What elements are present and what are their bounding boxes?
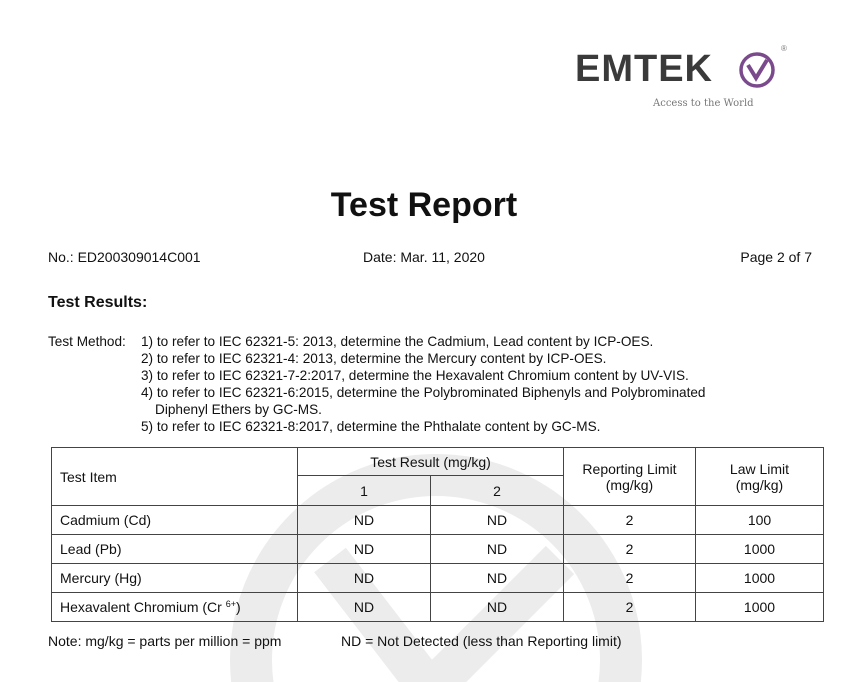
logo-tagline: Access to the World xyxy=(653,98,754,109)
item-name: Cadmium (Cd) xyxy=(60,512,152,528)
item-name: Hexavalent Chromium (Cr xyxy=(60,599,226,615)
item-superscript: 6+ xyxy=(225,599,236,609)
report-date: Date: Mar. 11, 2020 xyxy=(363,249,485,265)
cell-law-limit: 100 xyxy=(696,506,824,535)
table-row xyxy=(52,535,824,564)
test-method-line: 3) to refer to IEC 62321-7-2:2017, determine the Hexavalent Chromium content by UV-VIS. xyxy=(141,368,689,383)
cell-law-limit: 1000 xyxy=(696,564,824,593)
header-law-limit-line1: Law Limit xyxy=(729,460,790,477)
logo-wordmark: EMTEK xyxy=(575,48,713,90)
test-method-line: 4) to refer to IEC 62321-6:2015, determine the Polybrominated Biphenyls and Polybrominated xyxy=(141,385,706,400)
test-method-line: 5) to refer to IEC 62321-8:2017, determine the Phthalate content by GC-MS. xyxy=(141,419,601,434)
header-result-2: 2 xyxy=(431,476,564,506)
cell-test-item xyxy=(52,506,298,535)
table-row xyxy=(52,593,824,622)
cell-law-limit: 1000 xyxy=(696,535,824,564)
header-law-limit-line2: (mg/kg) xyxy=(735,476,784,493)
cell-result-2: ND xyxy=(431,593,564,622)
results-table xyxy=(51,447,824,622)
test-method-line: 2) to refer to IEC 62321-4: 2013, determine the Mercury content by ICP-OES. xyxy=(141,351,607,366)
units-note: Note: mg/kg = parts per million = ppm xyxy=(48,633,282,649)
cell-result-2: ND xyxy=(431,535,564,564)
cell-test-item xyxy=(52,564,298,593)
table-row xyxy=(52,564,824,593)
page-number: Page 2 of 7 xyxy=(740,249,812,265)
cell-result-1: ND xyxy=(298,535,431,564)
section-title: Test Results: xyxy=(48,294,148,311)
cell-reporting-limit: 2 xyxy=(564,593,696,622)
page-title: Test Report xyxy=(330,186,518,224)
cell-test-item xyxy=(52,535,298,564)
test-method-line: 1) to refer to IEC 62321-5: 2013, determine the Cadmium, Lead content by ICP-OES. xyxy=(141,334,654,349)
cell-test-item xyxy=(52,593,298,622)
cell-reporting-limit: 2 xyxy=(564,564,696,593)
header-test-item: Test Item xyxy=(52,448,298,506)
item-suffix: ) xyxy=(235,599,241,615)
cell-result-1: ND xyxy=(298,506,431,535)
company-logo xyxy=(575,40,795,120)
cell-law-limit: 1000 xyxy=(696,593,824,622)
nd-note: ND = Not Detected (less than Reporting limit) xyxy=(341,633,622,649)
report-number: No.: ED200309014C001 xyxy=(48,249,201,265)
registered-mark: ® xyxy=(781,44,787,53)
table-header-row xyxy=(52,448,824,476)
header-reporting-limit-line1: Reporting Limit xyxy=(582,460,677,477)
cell-result-2: ND xyxy=(431,564,564,593)
item-name: Lead (Pb) xyxy=(60,541,122,557)
header-reporting-limit xyxy=(564,448,696,506)
cell-result-1: ND xyxy=(298,564,431,593)
test-method-line: Diphenyl Ethers by GC-MS. xyxy=(155,402,322,417)
cell-reporting-limit: 2 xyxy=(564,535,696,564)
item-name: Mercury (Hg) xyxy=(60,570,142,586)
header-reporting-limit-line2: (mg/kg) xyxy=(605,476,654,493)
header-law-limit xyxy=(696,448,824,506)
header-test-result: Test Result (mg/kg) xyxy=(298,448,564,476)
header-result-1: 1 xyxy=(298,476,431,506)
table-row xyxy=(52,506,824,535)
cell-result-2: ND xyxy=(431,506,564,535)
cell-reporting-limit: 2 xyxy=(564,506,696,535)
cell-result-1: ND xyxy=(298,593,431,622)
test-method-prefix: Test Method: xyxy=(48,334,126,349)
logo-checkmark-icon xyxy=(737,50,777,90)
